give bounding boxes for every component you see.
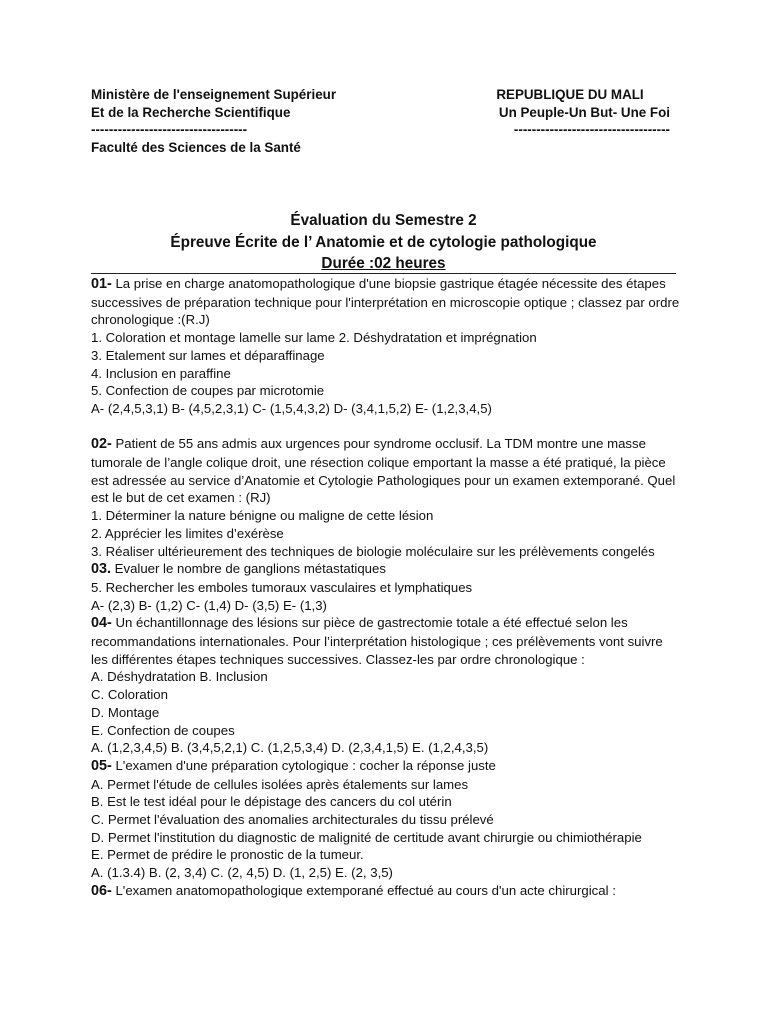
list-item: D. Permet l'institution du diagnostic de malignité de certitude avant chirurgie ou chimiothérapie bbox=[91, 829, 642, 845]
list-item: 5. Confection de coupes par microtomie bbox=[91, 383, 325, 399]
questions-body bbox=[91, 275, 681, 901]
question-text: La prise en charge anatomopathologique d'une biopsie gastrique étagée nécessite des étapes successives de préparation technique pour l'interprétation en microscopie optique ; classez par ordre chronologique :(R.J) bbox=[91, 276, 680, 328]
separator-dashes: ----------------------------------- bbox=[91, 122, 248, 137]
answer-options: A- (2,4,5,3,1) B- (4,5,2,3,1) C- (1,5,4,3,2) D- (3,4,1,5,2) E- (1,2,3,4,5) bbox=[91, 400, 492, 416]
ministry-line: Et de la Recherche Scientifique bbox=[91, 104, 291, 120]
exam-titles bbox=[91, 210, 676, 275]
question-stem bbox=[91, 882, 681, 901]
exam-semester-title: Évaluation du Semestre 2 bbox=[290, 212, 477, 229]
question-stem bbox=[91, 275, 681, 329]
ministry-line: Ministère de l'enseignement Supérieur bbox=[91, 87, 337, 102]
list-item: 3. Etalement sur lames et déparaffinage bbox=[91, 347, 325, 363]
list-item: 2. Apprécier les limites d’exérèse bbox=[91, 525, 284, 541]
question-text: L'examen d'une préparation cytologique : cocher la réponse juste bbox=[111, 757, 496, 773]
question-stem bbox=[91, 435, 681, 507]
separator-dashes: ----------------------------------- bbox=[513, 122, 670, 137]
question-text: Un échantillonnage des lésions sur pièce de gastrectomie totale a été effectué selon les recommandations internationales. Pour l’interprétation histologique ; ces prélèvements vont suivre les différentes étapes techniques successives. Classez-les par ordre chronologique : bbox=[91, 615, 663, 667]
list-item: 4. Inclusion en paraffine bbox=[91, 365, 231, 381]
question-text: L'examen anatomopathologique extemporané effectué au cours d'un acte chirurgical : bbox=[111, 882, 616, 898]
list-item: E. Permet de prédire le pronostic de la tumeur. bbox=[91, 847, 364, 863]
republic-name: REPUBLIQUE DU MALI bbox=[496, 87, 644, 102]
republic-block bbox=[470, 86, 670, 139]
question-text: Patient de 55 ans admis aux urgences pour syndrome occlusif. La TDM montre une masse tumorale de l’angle colique droit, une résection colique emportant la masse a été pratiqué, la pièce est adressée au service d’Anatomie et Cytologie Pathologiques pour un examen extemporané. Quel est le but de cet examen : (RJ) bbox=[91, 436, 676, 506]
question-05 bbox=[91, 757, 681, 882]
question-02 bbox=[91, 435, 681, 614]
list-item: C. Coloration bbox=[91, 687, 168, 703]
question-number: 05- bbox=[91, 757, 112, 774]
item-text: Evaluer le nombre de ganglions métastatiques bbox=[111, 561, 386, 577]
ministry-block bbox=[91, 86, 391, 156]
question-06 bbox=[91, 882, 681, 901]
question-number: 06- bbox=[91, 882, 112, 899]
answer-options: A- (2,3) B- (1,2) C- (1,4) D- (3,5) E- (1,3) bbox=[91, 597, 327, 613]
question-stem bbox=[91, 614, 681, 668]
question-number: 02- bbox=[91, 436, 112, 453]
list-item: B. Est le test idéal pour le dépistage des cancers du col utérin bbox=[91, 794, 452, 810]
list-item: E. Confection de coupes bbox=[91, 722, 235, 738]
exam-duration: Durée :02 heures bbox=[321, 255, 446, 272]
question-04 bbox=[91, 614, 681, 757]
list-item: A. Permet l'étude de cellules isolées après étalements sur lames bbox=[91, 776, 469, 792]
list-item: C. Permet l'évaluation des anomalies architecturales du tissu prélevé bbox=[91, 812, 494, 828]
list-item: 1. Coloration et montage lamelle sur lame 2. Déshydratation et imprégnation bbox=[91, 330, 537, 346]
question-number: 04- bbox=[91, 615, 112, 632]
question-stem bbox=[91, 757, 681, 776]
republic-motto: Un Peuple-Un But- Une Foi bbox=[498, 104, 670, 120]
faculty-name: Faculté des Sciences de la Santé bbox=[91, 139, 301, 155]
list-item: 1. Déterminer la nature bénigne ou maligne de cette lésion bbox=[91, 508, 434, 524]
item-number: 03. bbox=[91, 561, 112, 578]
list-item: A. Déshydratation B. Inclusion bbox=[91, 669, 268, 685]
title-rule bbox=[91, 273, 676, 274]
answer-options: A. (1,2,3,4,5) B. (3,4,5,2,1) C. (1,2,5,3,4) D. (2,3,4,1,5) E. (1,2,4,3,5) bbox=[91, 740, 489, 756]
list-item bbox=[91, 560, 681, 579]
answer-options: A. (1.3.4) B. (2, 3,4) C. (2, 4,5) D. (1, 2,5) E. (2, 3,5) bbox=[91, 865, 393, 881]
list-item: 3. Réaliser ultérieurement des techniques de biologie moléculaire sur les prélèvements congelés bbox=[91, 543, 655, 559]
question-number: 01- bbox=[91, 276, 112, 292]
list-item: 5. Rechercher les emboles tumoraux vasculaires et lymphatiques bbox=[91, 579, 473, 595]
spacer bbox=[91, 418, 681, 436]
exam-subject-title: Épreuve Écrite de l’ Anatomie et de cytologie pathologique bbox=[170, 233, 597, 251]
list-item: D. Montage bbox=[91, 704, 160, 720]
question-01 bbox=[91, 275, 681, 418]
